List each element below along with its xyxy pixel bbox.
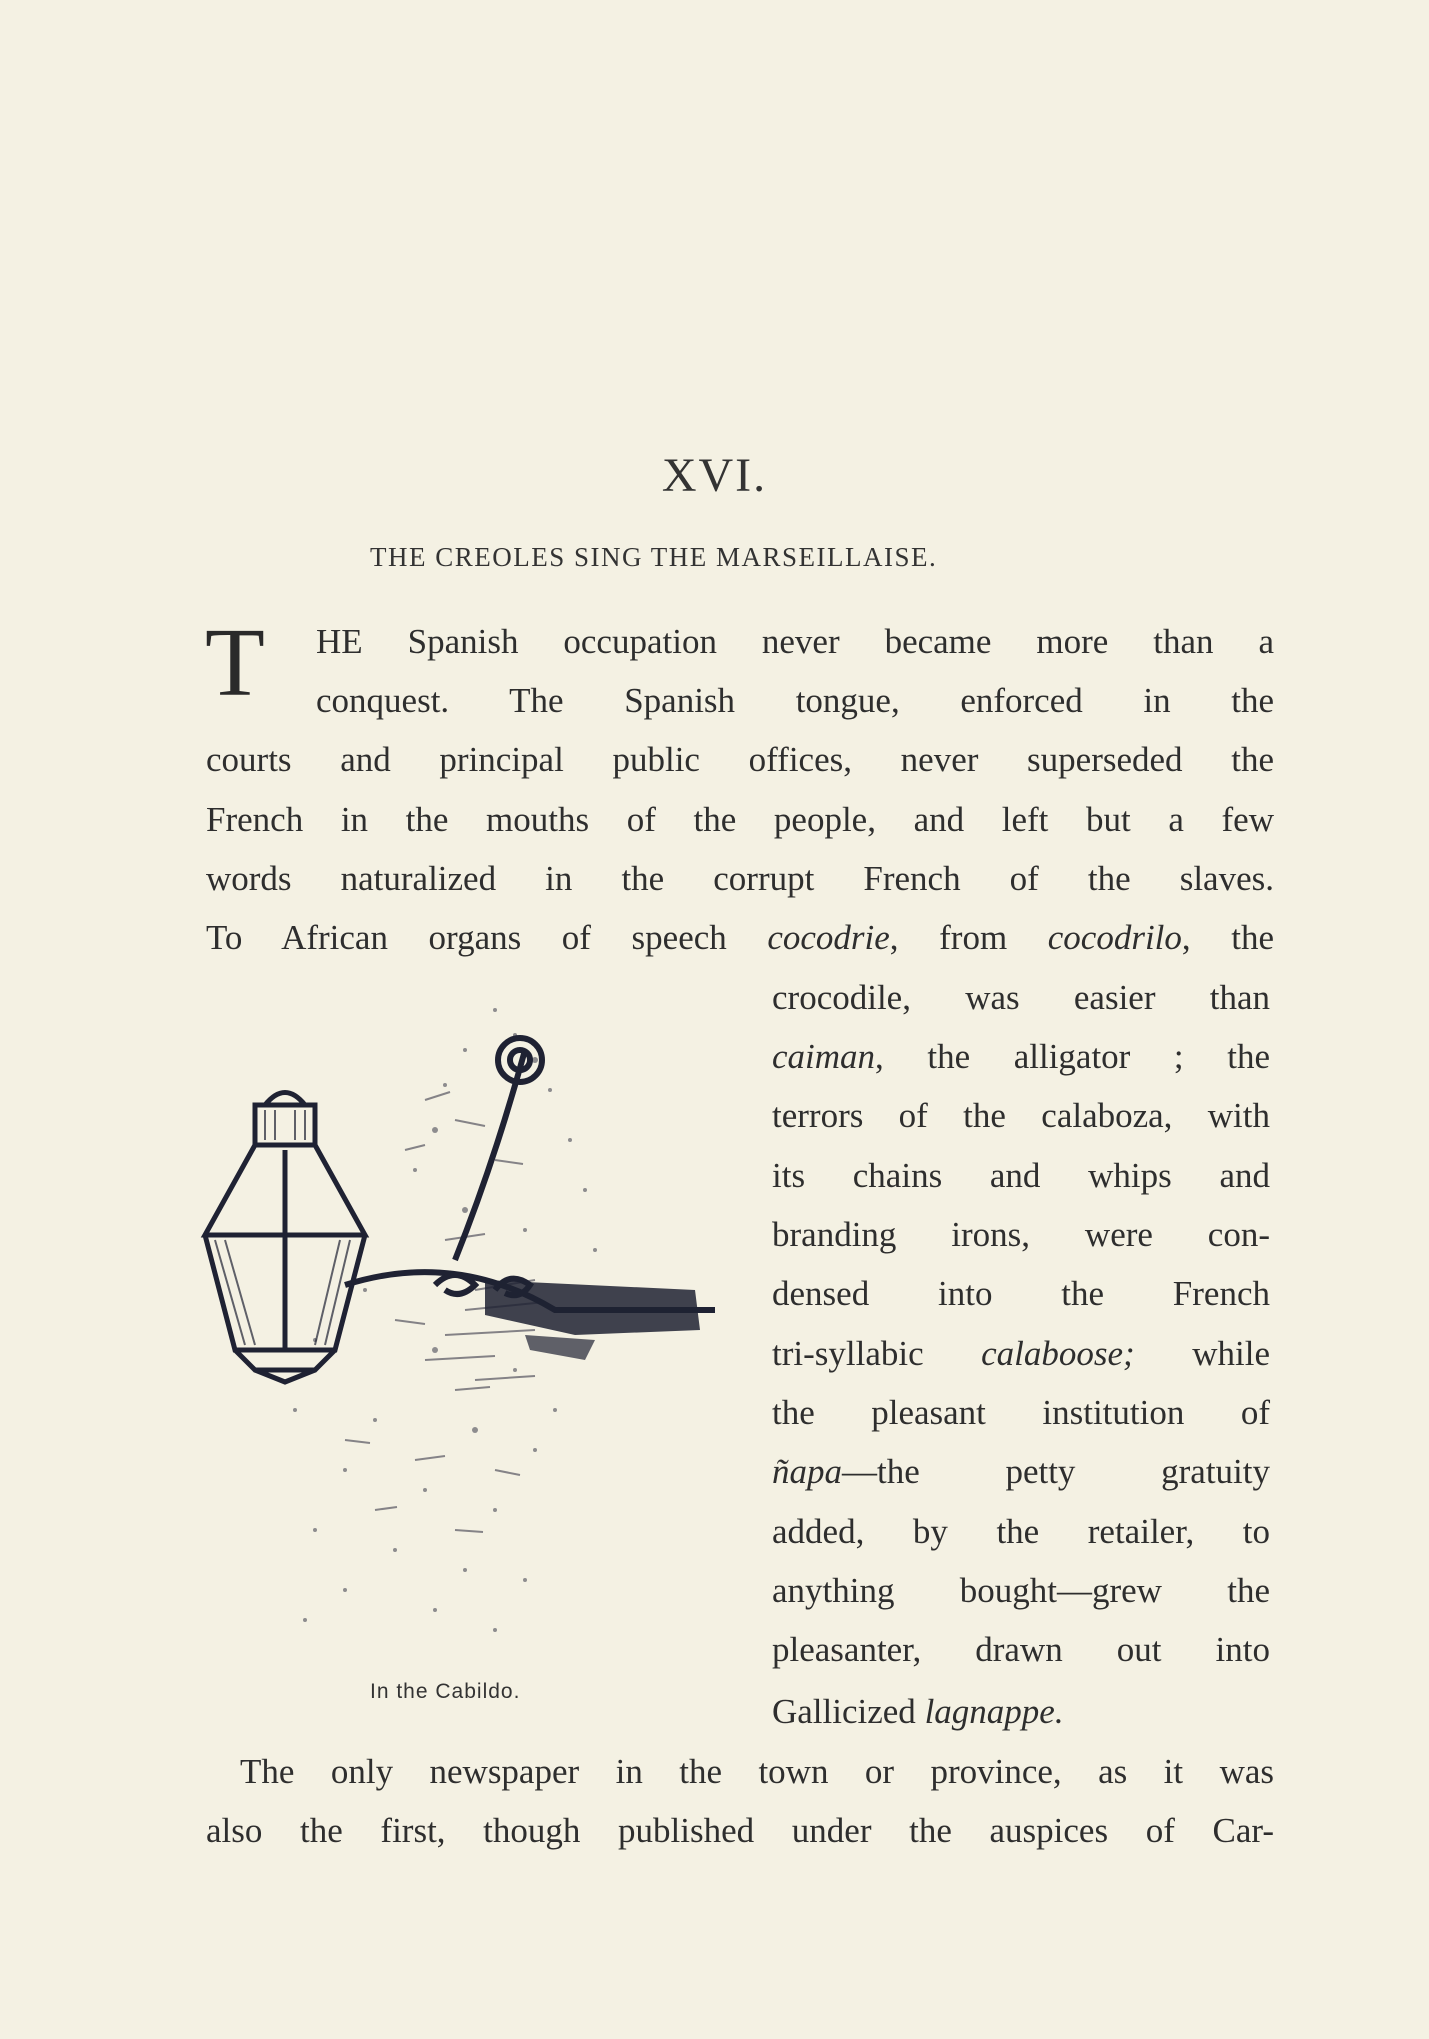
italic-word-calaboose: calaboose; [981, 1334, 1135, 1373]
text-line-21: also the first, though published under the auspices of Car- [206, 1811, 1274, 1850]
text-line-7: crocodile, was easier than [772, 978, 1270, 1017]
text-run: , the alligator ; the [875, 1037, 1270, 1076]
text-line-5: words naturalized in the corrupt French of the slaves. [206, 859, 1274, 898]
text-line-8 [772, 1037, 1270, 1077]
drop-cap: T [205, 609, 265, 717]
illustration-caption: In the Cabildo. [370, 1680, 521, 1703]
text-line-4: French in the mouths of the people, and left but a few [206, 800, 1274, 839]
text-line-20: The only newspaper in the town or province, as it was [240, 1752, 1274, 1791]
text-line-9: terrors of the calaboza, with [772, 1096, 1270, 1135]
italic-word-napa: ñapa [772, 1452, 842, 1491]
text-run: tri-syllabic [772, 1334, 982, 1373]
text-line-17: anything bought—grew the [772, 1571, 1270, 1610]
text-line-19 [772, 1692, 1270, 1732]
bracket [345, 1038, 715, 1310]
text-line-3: courts and principal public offices, never superseded the [206, 740, 1274, 779]
lantern-illustration [195, 990, 755, 1670]
text-run: —the petty gratuity [842, 1452, 1270, 1491]
text-line-18: pleasanter, drawn out into [772, 1630, 1270, 1669]
text-line-12: densed into the French [772, 1274, 1270, 1313]
text-line-1: HE Spanish occupation never became more than a [316, 622, 1274, 661]
italic-word-cocodrie: cocodrie [767, 918, 890, 957]
text-run: Gallicized [772, 1692, 925, 1731]
chapter-title: THE CREOLES SING THE MARSEILLAISE. [370, 542, 938, 572]
text-line-10: its chains and whips and [772, 1156, 1270, 1195]
text-line-11: branding irons, were con- [772, 1215, 1270, 1254]
chapter-number: XVI. [661, 449, 768, 502]
text-line-13 [772, 1334, 1270, 1374]
text-run: To African organs of speech [206, 918, 768, 957]
text-line-2: conquest. The Spanish tongue, enforced in the [316, 681, 1274, 720]
text-line-16: added, by the retailer, to [772, 1512, 1270, 1551]
text-line-14: the pleasant institution of [772, 1393, 1270, 1432]
bracket-mass [485, 1280, 700, 1360]
italic-word-caiman: caiman [772, 1037, 876, 1076]
text-line-6 [206, 918, 1274, 958]
text-run: , the [1181, 918, 1274, 957]
text-run: , from [889, 918, 1048, 957]
italic-word-cocodrilo: cocodrilo [1047, 918, 1182, 957]
text-run: while [1134, 1334, 1270, 1373]
lantern [205, 1093, 365, 1383]
text-line-15 [772, 1452, 1270, 1492]
italic-word-lagnappe: lagnappe. [924, 1692, 1064, 1731]
